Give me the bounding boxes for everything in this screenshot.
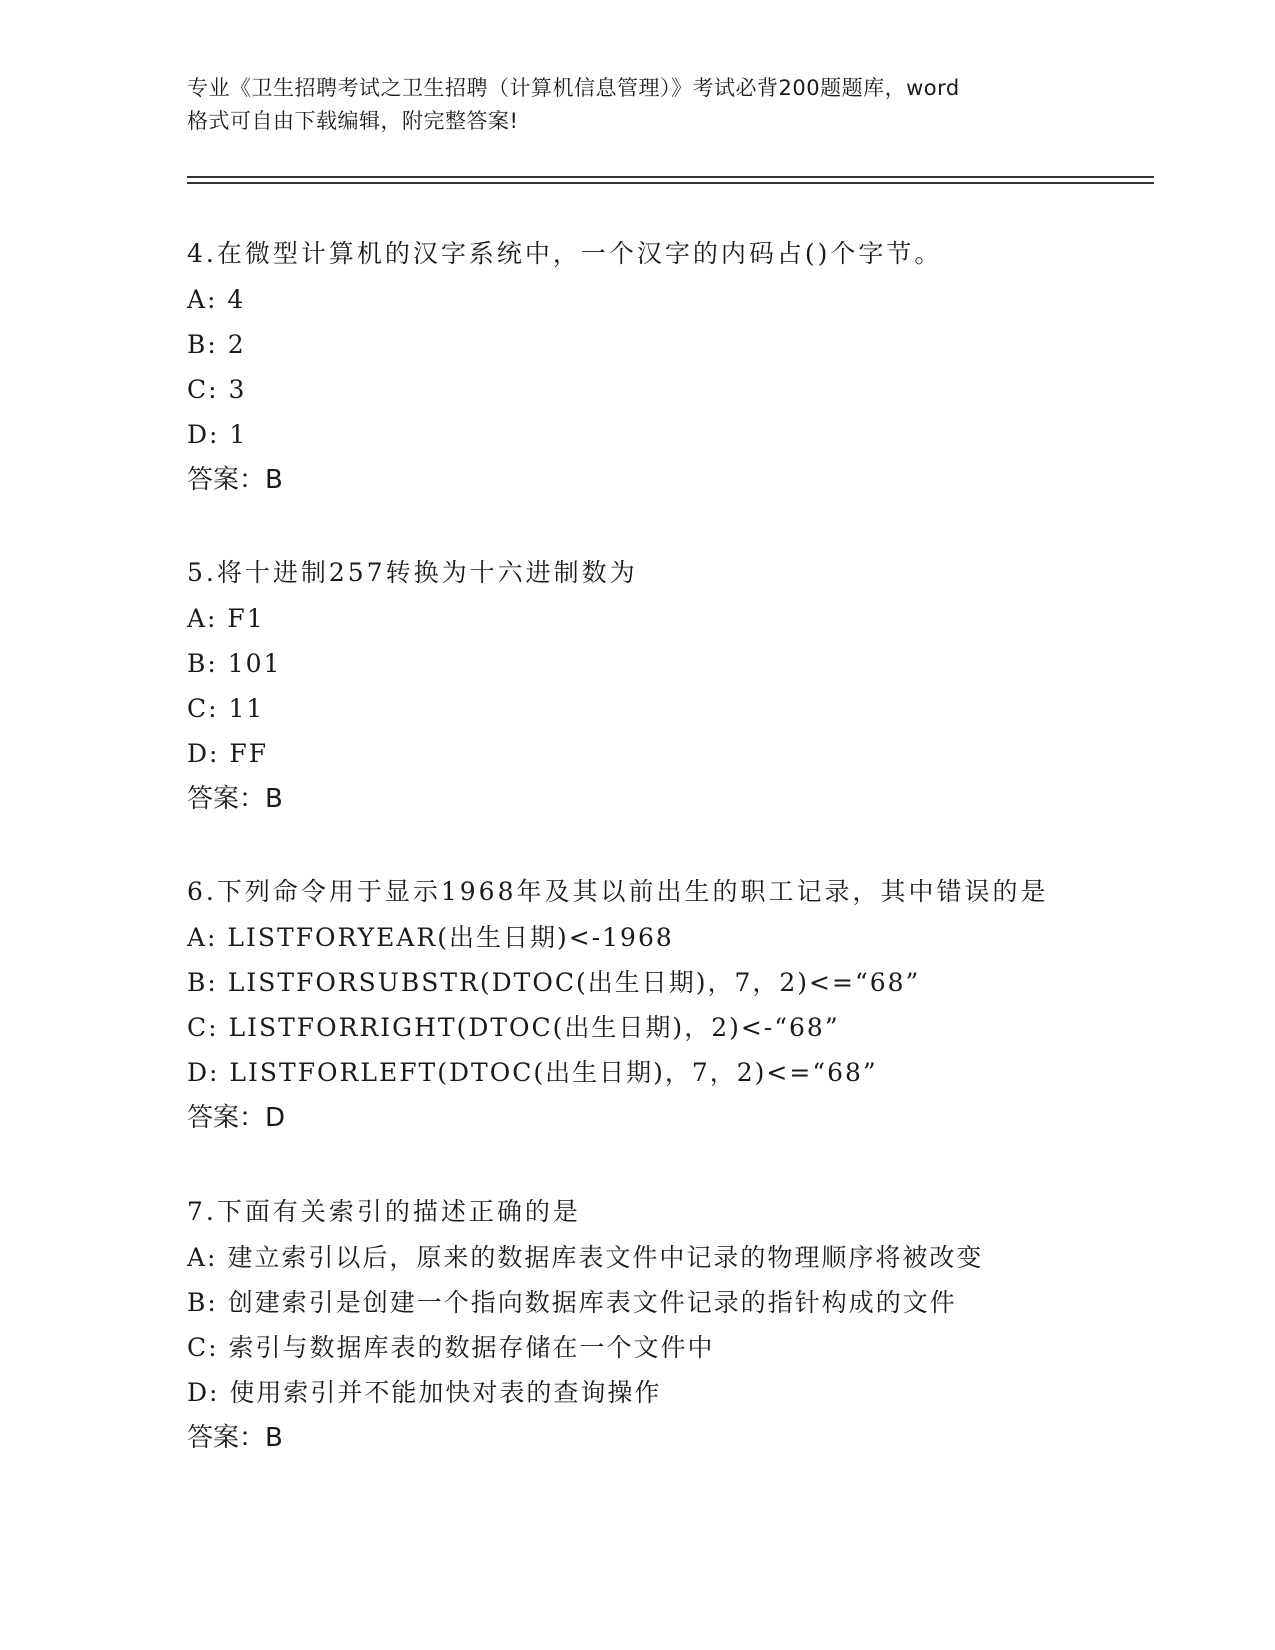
question-6 bbox=[187, 876, 1167, 1147]
answer-line: 答案：D bbox=[187, 1103, 286, 1133]
option-b: B: 101 bbox=[187, 649, 282, 678]
answer-line: 答案：B bbox=[187, 1423, 283, 1453]
option-d: D: 使用索引并不能加快对表的查询操作 bbox=[187, 1378, 662, 1407]
question-stem: 7.下面有关索引的描述正确的是 bbox=[187, 1197, 581, 1226]
option-a: A: 建立索引以后，原来的数据库表文件中记录的物理顺序将被改变 bbox=[187, 1243, 984, 1272]
option-d: D: 1 bbox=[187, 420, 248, 449]
option-c: C: LISTFORRIGHT(DTOC(出生日期)，2)<-“68” bbox=[187, 1013, 840, 1042]
option-a: A: LISTFORYEAR(出生日期)<-1968 bbox=[187, 923, 674, 952]
option-b: B: 创建索引是创建一个指向数据库表文件记录的指针构成的文件 bbox=[187, 1288, 957, 1317]
question-4 bbox=[187, 238, 1167, 509]
option-d: D: FF bbox=[187, 739, 269, 768]
option-d: D: LISTFORLEFT(DTOC(出生日期)，7，2)<=“68” bbox=[187, 1058, 878, 1087]
header-divider-top bbox=[187, 176, 1154, 178]
option-c: C: 11 bbox=[187, 694, 265, 723]
question-7 bbox=[187, 1196, 1167, 1467]
question-stem: 5.将十进制257转换为十六进制数为 bbox=[187, 558, 638, 587]
question-5 bbox=[187, 557, 1167, 828]
option-c: C: 索引与数据库表的数据存储在一个文件中 bbox=[187, 1333, 715, 1362]
answer-line: 答案：B bbox=[187, 784, 283, 814]
option-a: A: 4 bbox=[187, 285, 246, 314]
header-line-1: 专业《卫生招聘考试之卫生招聘（计算机信息管理）》考试必背200题题库，word bbox=[187, 76, 960, 100]
document-header bbox=[187, 72, 1087, 138]
question-stem: 4.在微型计算机的汉字系统中，一个汉字的内码占()个字节。 bbox=[187, 239, 943, 268]
option-b: B: 2 bbox=[187, 330, 246, 359]
answer-line: 答案：B bbox=[187, 465, 283, 495]
option-a: A: F1 bbox=[187, 604, 265, 633]
header-divider-bottom bbox=[187, 182, 1154, 184]
option-c: C: 3 bbox=[187, 375, 247, 404]
header-line-2: 格式可自由下载编辑，附完整答案! bbox=[187, 109, 519, 133]
question-stem: 6.下列命令用于显示1968年及其以前出生的职工记录，其中错误的是 bbox=[187, 877, 1049, 906]
option-b: B: LISTFORSUBSTR(DTOC(出生日期)，7，2)<=“68” bbox=[187, 968, 921, 997]
